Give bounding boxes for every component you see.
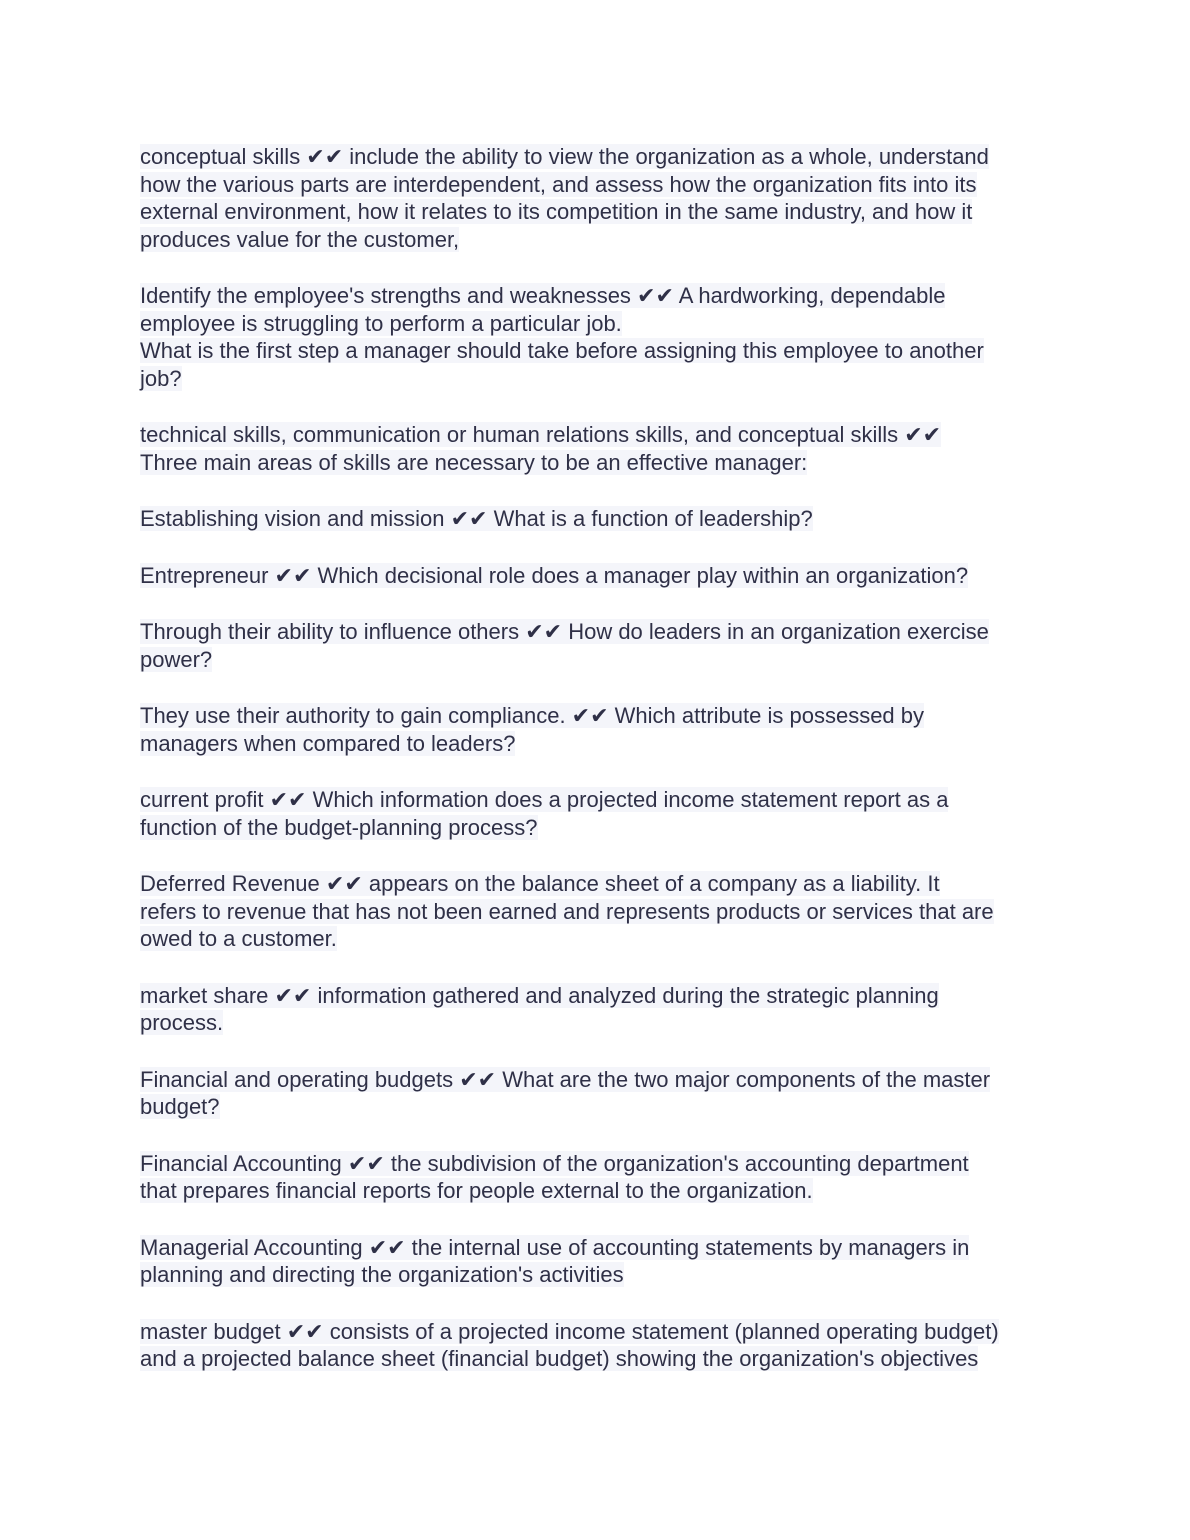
entry-line: Establishing vision and mission ✔✔ What is a function of leadership? — [140, 506, 813, 531]
entry-line: Identify the employee's strengths and weaknesses ✔✔ A hardworking, dependable — [140, 283, 946, 308]
entry-line: and a projected balance sheet (financial budget) showing the organization's objectives — [140, 1346, 979, 1371]
entry-line: What is the first step a manager should take before assigning this employee to another — [140, 338, 984, 363]
entry-line: technical skills, communication or human relations skills, and conceptual skills ✔✔ — [140, 422, 942, 447]
flashcard-entry — [140, 143, 1060, 253]
flashcard-entry — [140, 982, 1060, 1037]
entry-line: Through their ability to influence others ✔✔ How do leaders in an organization exercise — [140, 619, 989, 644]
flashcard-entry — [140, 282, 1060, 392]
entry-line: Deferred Revenue ✔✔ appears on the balance sheet of a company as a liability. It — [140, 871, 940, 896]
entry-line: planning and directing the organization's activities — [140, 1262, 624, 1287]
entry-line: process. — [140, 1010, 224, 1035]
entry-line: external environment, how it relates to its competition in the same industry, and how it — [140, 199, 973, 224]
flashcard-entry — [140, 505, 1060, 533]
entry-line: how the various parts are interdependent, and assess how the organization fits into its — [140, 171, 977, 197]
entry-line: managers when compared to leaders? — [140, 730, 516, 756]
entry-line: Entrepreneur ✔✔ Which decisional role does a manager play within an organization? — [140, 562, 969, 588]
entry-line: produces value for the customer, — [140, 226, 460, 252]
entry-line: owed to a customer. — [140, 926, 337, 951]
entry-line: master budget ✔✔ consists of a projected income statement (planned operating budget) — [140, 1318, 999, 1344]
entry-line: power? — [140, 646, 213, 672]
entry-line: Financial Accounting ✔✔ the subdivision of the organization's accounting department — [140, 1150, 969, 1176]
entry-line: Three main areas of skills are necessary to be an effective manager: — [140, 449, 808, 475]
entry-line: market share ✔✔ information gathered and analyzed during the strategic planning — [140, 982, 939, 1008]
flashcard-entry — [140, 1066, 1060, 1121]
entry-line: that prepares financial reports for people external to the organization. — [140, 1178, 813, 1203]
flashcard-entry — [140, 618, 1060, 673]
flashcard-entry — [140, 421, 1060, 476]
entry-line: budget? — [140, 1094, 220, 1119]
entry-line: function of the budget-planning process? — [140, 814, 538, 840]
entry-line: job? — [140, 365, 182, 391]
flashcard-entry — [140, 1150, 1060, 1205]
flashcard-entry — [140, 562, 1060, 590]
flashcard-entry — [140, 702, 1060, 757]
document-page — [140, 143, 1060, 1402]
entry-line: Managerial Accounting ✔✔ the internal use of accounting statements by managers in — [140, 1234, 970, 1260]
flashcard-entry — [140, 870, 1060, 953]
entry-line: Financial and operating budgets ✔✔ What are the two major components of the master — [140, 1066, 991, 1092]
entry-line: refers to revenue that has not been earned and represents products or services that are — [140, 898, 994, 924]
entry-line: current profit ✔✔ Which information does a projected income statement report as a — [140, 787, 949, 812]
entry-line: employee is struggling to perform a particular job. — [140, 310, 622, 336]
entry-line: They use their authority to gain compliance. ✔✔ Which attribute is possessed by — [140, 703, 925, 728]
flashcard-entry — [140, 1318, 1060, 1373]
flashcard-entry — [140, 1234, 1060, 1289]
flashcard-entry — [140, 786, 1060, 841]
entry-line: conceptual skills ✔✔ include the ability to view the organization as a whole, understand — [140, 144, 989, 169]
